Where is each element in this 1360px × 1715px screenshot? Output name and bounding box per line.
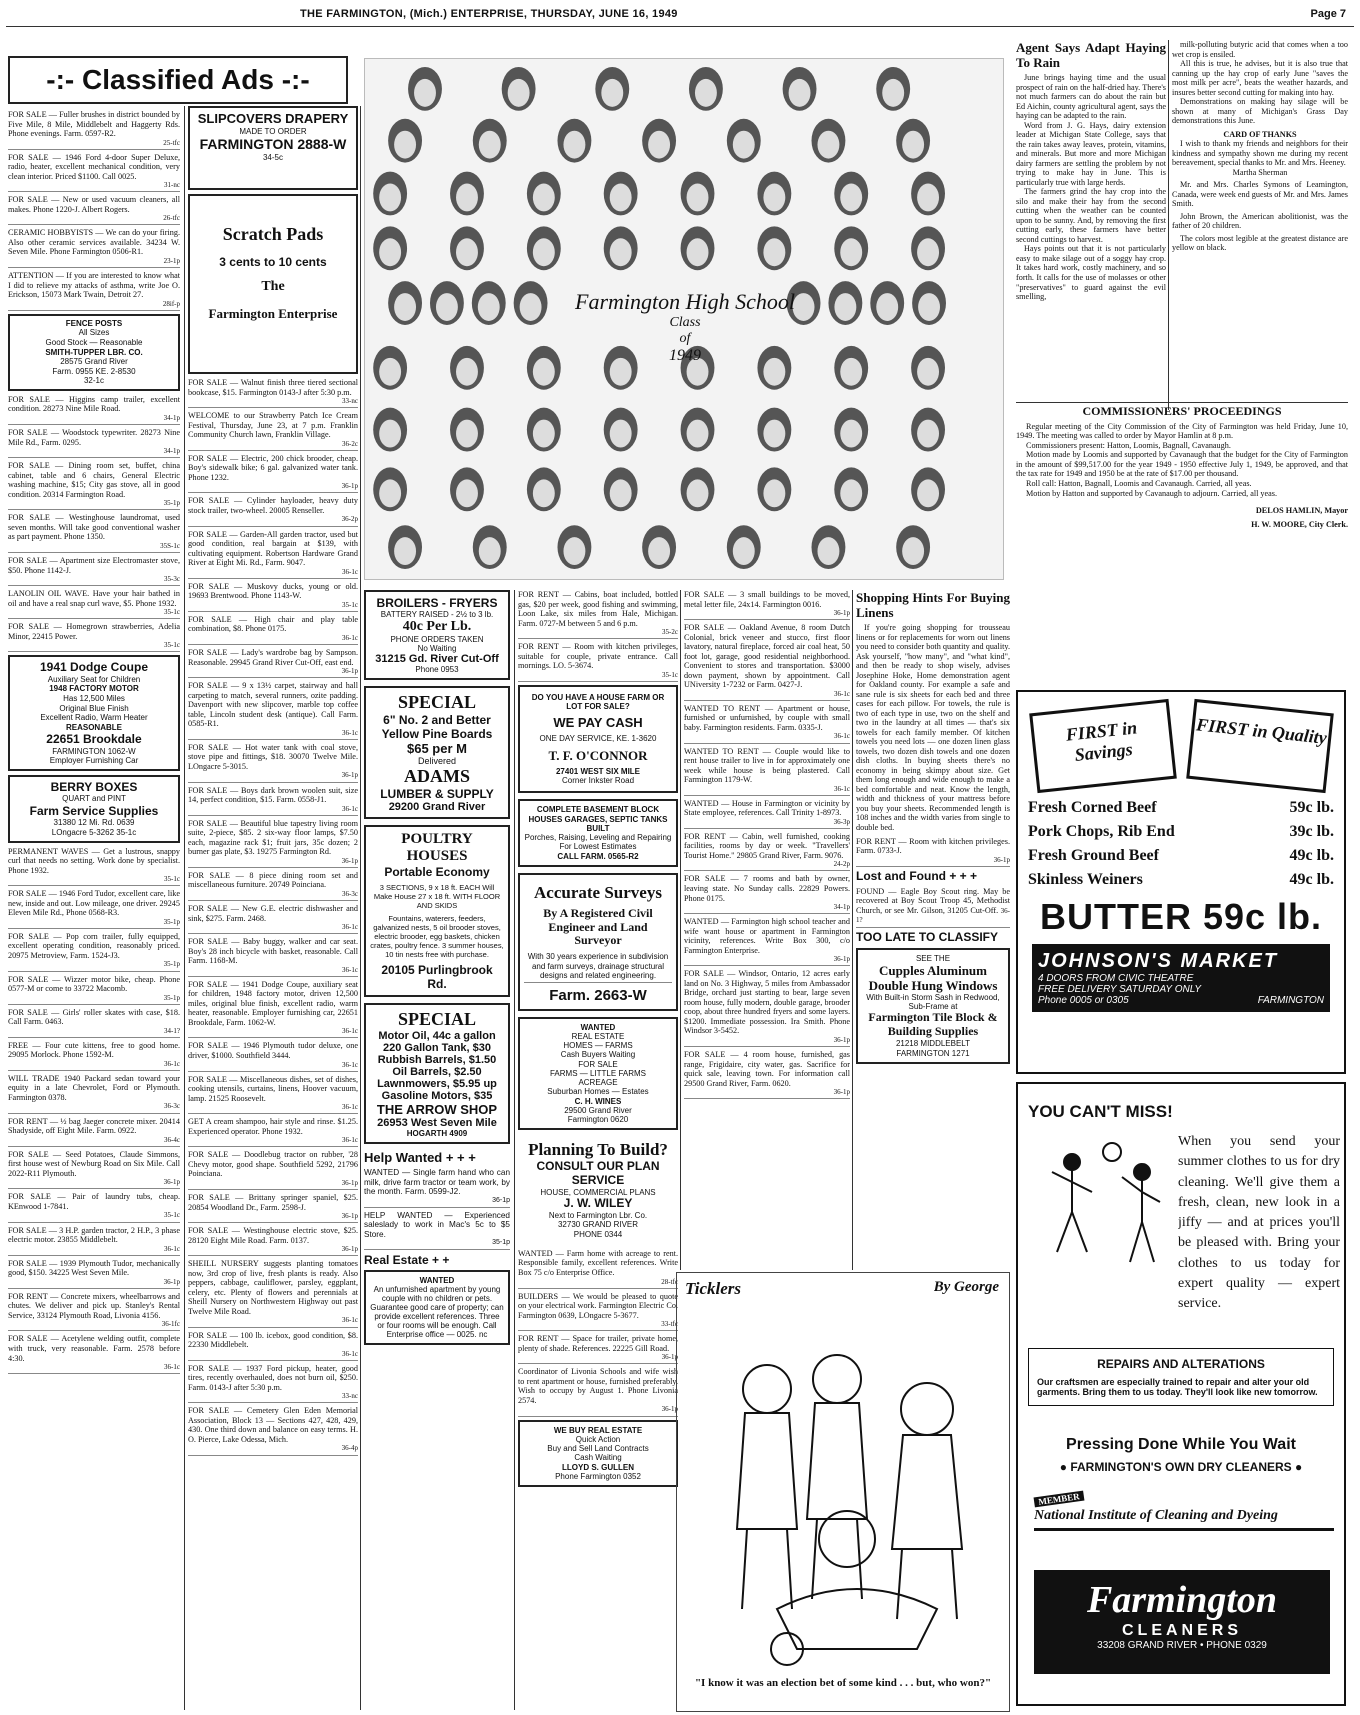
photo-sub-of: of bbox=[679, 331, 691, 346]
classified-item: FOR SALE — Apartment size Electromaster stove, $50. Phone 1142-J. 35-3c bbox=[8, 556, 180, 586]
column-rule bbox=[514, 590, 515, 1710]
classified-item: FOR SALE — Fuller brushes in district bounded by Five Mile, 8 Mile, Middlebelt and Haggerty Rds. Phone evenings. Farm. 0597-R2. 25-tfc bbox=[8, 110, 180, 150]
portrait-face bbox=[882, 79, 904, 107]
lost-found-heading: Lost and Found + + + bbox=[856, 868, 978, 883]
too-late-heading: TOO LATE TO CLASSIFY bbox=[856, 929, 999, 944]
portrait-face bbox=[687, 420, 709, 448]
scratch-pads-ad: Scratch Pads 3 cents to 10 cents The Farmington Enterprise bbox=[188, 194, 358, 374]
classified-item: FOR SALE — Baby buggy, walker and car seat. Boy's 28 inch bicycle with basket, reasonable. Call Farm. 1168-M. 36-1c bbox=[188, 937, 358, 977]
johnsons-market-ad bbox=[1016, 690, 1346, 1074]
berry-boxes-ad: BERRY BOXES QUART and PINT Farm Service Supplies 31380 12 Mi. Rd. 0639 LOngacre 5-3262 35-1c bbox=[8, 775, 180, 843]
classified-item: GET A cream shampoo, hair style and rinse. $1.25. Experienced operator. Phone 1932. 36-1c bbox=[188, 1117, 358, 1147]
classified-item: FOR SALE — Seed Potatoes, Claude Simmons, first house west of Newburg Road on Six Mile. Call 2022-R11 Plymouth. 36-1p bbox=[8, 1150, 180, 1190]
classified-item: FOR SALE — Wizzer motor bike, cheap. Phone 0577-M or come to 33722 Macomb. 35-1p bbox=[8, 975, 180, 1005]
portrait-face bbox=[840, 420, 862, 448]
portrait-face bbox=[456, 479, 478, 507]
photo-title: Farmington High School bbox=[575, 289, 795, 314]
price-row: Fresh Corned Beef 59c lb. bbox=[1028, 799, 1334, 816]
shopping-column bbox=[856, 590, 1010, 1270]
portrait-face bbox=[508, 79, 530, 107]
classified-item: FOR SALE — Cemetery Glen Eden Memorial Association, Block 13 — Sections 427, 428, 429, 430. One third down and balance on easy terms. H. O. Pierce, Lake Odessa, Mich. 36-4p bbox=[188, 1406, 358, 1455]
classified-item: BUILDERS — We would be pleased to quote on your electrical work. Farmington Electric Co. Farmington 0639, LOngacre 5-3677. 33-tfc bbox=[518, 1292, 678, 1332]
classified-item: FOR SALE — 9 x 13½ carpet, stairway and hall carpeting to match, several runners, ozite padding. Davenport with new slipcover, marble top coffee table, Lincoln student desk (antique). Call Farm. 0585-R1. 36-1c bbox=[188, 681, 358, 740]
portrait-face bbox=[456, 420, 478, 448]
portrait-face bbox=[379, 238, 401, 266]
column-rule bbox=[360, 106, 361, 1710]
hay-paragraph: Hays points out that it is not particularly easy to make silage out of a soggy hay crop. It takes hard work, costly machinery, and so forth. It calls for the use of molasses or other "preservatives" to guard against the evil smelling, bbox=[1016, 244, 1166, 302]
portrait-face bbox=[563, 537, 585, 565]
shopping-article: If you're going shopping for trousseau linens or for replacements for worn out linens you need to consider both quantity and quality. Ask yourself, "how many", and "what kind", and then be ready to shop wisely, advises Josephine Hoke, Home demonstration agent for Oakland county. For example a safe and sane rule is six sheets for each bed and three cases for each pillow. For towels, the rule is two of each type in use, two on the shelf and two in the laundry at all times — that's six towels for each family member. Of kitchen towels you need lots — one dozen linen glass towels, two dozen dish towels and one dozen dish cloths. In buying sheets there's no economy in being skimpy about size. Get them long enough and wide enough to make a bed comfortable and neat. Know the length, width and thickness of your mattress before you buy your sheets. Recommended length is 108 inches and the width varies from single to double bed. bbox=[856, 623, 1010, 832]
classified-item: FOR SALE — 3 small buildings to be moved, metal letter file, 24x14. Farmington 0016. 36-1p bbox=[684, 590, 850, 620]
proceedings-paragraph: Roll call: Hatton, Bagnall, Loomis and Cavanaugh. Carried, all yeas. bbox=[1026, 479, 1252, 488]
page-header bbox=[0, 0, 1360, 26]
cartoon-caption: "I know it was an election bet of some kind . . . but, who won?" bbox=[694, 1677, 992, 1689]
proceedings-paragraph: Regular meeting of the City Commission of the City of Farmington was held Friday, June 10, 1949. The meeting was called to order by Mayor Hamlin at 8 p.m. bbox=[1016, 421, 1348, 441]
slipcovers-ad: SLIPCOVERS DRAPERY MADE TO ORDER FARMINGTON 2888-W 34-5c bbox=[188, 106, 358, 190]
market-name: JOHNSON'S MARKET bbox=[1038, 950, 1279, 972]
hay-paragraph: June brings haying time and the usual prospect of rain on the half-dried hay. There's not much farmers can do about the rain but Ed Aichin, county agricultural agent, says the haying can be adapted to the rain. bbox=[1016, 73, 1166, 121]
market-city: FARMINGTON bbox=[1257, 995, 1324, 1006]
classified-item: FOR SALE — Woodstock typewriter. 28273 Nine Mile Rd., Farm. 0295. 34-1p bbox=[8, 428, 180, 458]
portrait-face bbox=[733, 537, 755, 565]
lost-found-item: FOUND — Eagle Boy Scout ring. May be recovered at Boy Scout Troop 45, Methodist Church, or see Mr. Gilson, 31205 Cut-Off. 36-1? bbox=[856, 887, 1010, 928]
portrait-face bbox=[479, 131, 501, 159]
classified-item: WANTED — Farmington high school teacher and wife want house or apartment in Farmington vicinity, references. Write Box 300, c/o Farmington Enterprise. 36-1p bbox=[684, 917, 850, 966]
arrow-shop-ad: SPECIAL Motor Oil, 44c a gallon 220 Gallon Tank, $30 Rubbish Barrels, $1.50 Oil Barrels, $2.50 Lawnmowers, $5.95 up Gasoline Motors, $35 THE ARROW SHOP 26953 West Seven Mile HOGARTH 4909 bbox=[364, 1003, 510, 1144]
repairs-text: Our craftsmen are especially trained to repair and alter your old garments. Bring them to us today. They'll look like new tomorrow. bbox=[1037, 1377, 1318, 1397]
portrait-face bbox=[902, 537, 924, 565]
proceedings-paragraph: Motion made by Loomis and supported by Cavanaugh that the budget for the City of Farmington in the amount of $99,517.00 for the year 1949 - 1950 effective July 1, 1949, be approved, and that the tax rate for 1949 and 1950 be at the rate of $17.00 per thousand. bbox=[1016, 450, 1348, 479]
news-note: The colors most legible at the greatest distance are yellow on black. bbox=[1172, 233, 1348, 253]
classified-item: FOR SALE — High chair and play table combination, $8. Phone 0175. 36-1c bbox=[188, 615, 358, 645]
portrait-face bbox=[763, 420, 785, 448]
proceedings-paragraph: Commissioners present: Hatton, Loomis, Bagnall, Cavanaugh. bbox=[1026, 440, 1231, 450]
basement-builders-ad: COMPLETE BASEMENT BLOCK HOUSES GARAGES, SEPTIC TANKS BUILT Porches, Raising, Leveling and Repairing For Lowest Estimates CALL FARM. 0565-R2 bbox=[518, 799, 678, 867]
price-row: Pork Chops, Rib End 39c lb. bbox=[1028, 823, 1334, 840]
classified-item: WANTED TO RENT — Couple would like to rent house trailer to live in for approximately one week while house is being plastered. Call Farmington 1179-W. 36-1c bbox=[684, 747, 850, 796]
we-pay-cash-ad: DO YOU HAVE A HOUSE FARM OR LOT FOR SALE? WE PAY CASH ONE DAY SERVICE, KE. 1-3620 T. F. O'CONNOR 27401 WEST SIX MILE Corner Inkster Road bbox=[518, 685, 678, 793]
market-location: 4 DOORS FROM CIVIC THEATRE bbox=[1038, 973, 1194, 984]
portrait-face bbox=[456, 184, 478, 212]
portrait-face bbox=[478, 293, 500, 321]
portrait-face bbox=[533, 184, 555, 212]
page-number: Page 7 bbox=[1310, 8, 1346, 20]
dodge-coupe-ad: 1941 Dodge Coupe Auxiliary Seat for Children 1948 FACTORY MOTOR Has 12,500 Miles Original Blue Finish Excellent Radio, Warm Heater REASONABLE 22651 Brookdale FARMINGTON 1062-W Employer Furnishing Car bbox=[8, 655, 180, 771]
cartoon-title: Ticklers bbox=[685, 1279, 742, 1298]
classified-item: WANTED TO RENT — Apartment or house, furnished or unfurnished, by couple with small baby. Farmington residents. Farm. 0335-J. 36-1c bbox=[684, 704, 850, 744]
poultry-houses-ad: POULTRY HOUSES Portable Economy 3 SECTIONS, 9 x 18 ft. EACH Will Make House 27 x 18 ft. WITH FLOOR AND SKIDS Fountains, waterers, feeders, galvanized nests, 5 oil brooder stoves, electric brooder, egg baskets, chicken crates, poultry fence. 3 summer houses, 10 tin nests free with purchase. 20105 Purlingbrook Rd. bbox=[364, 825, 510, 997]
portrait-face bbox=[610, 238, 632, 266]
classified-item: FOR RENT — Concrete mixers, wheelbarrows and chutes. We deliver and pick up. Stanley's Rental Service, 33124 Plymouth Road, Livonia 4156. 36-1fc bbox=[8, 1292, 180, 1332]
portrait-face bbox=[763, 184, 785, 212]
own-dry-cleaners: ● FARMINGTON'S OWN DRY CLEANERS ● bbox=[1059, 1460, 1303, 1474]
column-rule bbox=[1168, 40, 1169, 410]
pressing-headline: Pressing Done While You Wait bbox=[1066, 1436, 1296, 1453]
classified-item: FOR SALE — Doodlebug tractor on rubber, '28 Chevy motor, good shape. Southfield 5292, 21796 Poinciana. 36-1p bbox=[188, 1150, 358, 1190]
first-in-quality-badge: FIRST in Quality bbox=[1186, 699, 1334, 793]
classified-item: WELCOME to our Strawberry Patch Ice Cream Festival, Thursday, June 23, at 7 p.m. Franklin Community Church lawn, Franklin Village. 36-2c bbox=[188, 411, 358, 451]
classified-item: FOR RENT — Room with kitchen privileges, suitable for couple, private entrance. Call mornings. LO. 5-3674. 35-1c bbox=[518, 642, 678, 682]
mayor-signature: DELOS HAMLIN, Mayor bbox=[1255, 506, 1348, 516]
market-delivery: FREE DELIVERY SATURDAY ONLY bbox=[1038, 984, 1202, 995]
classified-item: FOR SALE — Boys dark brown woolen suit, size 14, perfect condition, $15. Farm. 0558-J1. 36-1c bbox=[188, 786, 358, 816]
classified-item: Coordinator of Livonia Schools and wife wish to rent apartment or house, furnished preferably. Wish to occupy by August 1. Phone Livonia 2574. 36-1p bbox=[518, 1367, 678, 1416]
hay-headline: Agent Says Adapt Haying To Rain bbox=[1016, 40, 1166, 71]
classified-item: FOR SALE — 1937 Ford pickup, heater, good tires, recently overhauled, does not burn oil, $250. Farm. 0143-J after 5:30 p.m. 33-nc bbox=[188, 1364, 358, 1404]
classified-item: FOR SALE — 100 lb. icebox, good condition, $8. 22330 Middlebelt. 36-1c bbox=[188, 1331, 358, 1361]
portrait-face bbox=[379, 420, 401, 448]
news-note: Mr. and Mrs. Charles Symons of Leamington, Canada, were week end guests of Mr. and Mrs. James Smith. bbox=[1172, 180, 1348, 209]
classified-column-5 bbox=[684, 590, 850, 1270]
beach-figures-illustration bbox=[1042, 1132, 1172, 1282]
classified-item: HELP WANTED — Experienced saleslady to work in Mac's 5c to $5 Store. 35-1p bbox=[364, 1211, 510, 1251]
fence-posts-ad: FENCE POSTS All Sizes Good Stock — Reasonable SMITH-TUPPER LBR. CO. 28575 Grand River Farm. 0955 KE. 2-8530 32-1c bbox=[8, 314, 180, 391]
institute-name: National Institute of Cleaning and Dyeing bbox=[1034, 1508, 1334, 1531]
portrait-face bbox=[533, 238, 555, 266]
column-rule bbox=[852, 590, 853, 1270]
portrait-face bbox=[817, 131, 839, 159]
classified-item: FOR SALE — Windsor, Ontario, 12 acres early land on No. 3 Highway, 5 miles from Ambassador Bridge, orchard just starting to bear, large seven room house, fully modern, double garage, brooder coop, about three hundred fryers and some layers. $1200. Immediate possession. Ira Smith. Phone Windsor 3-5452. 36-1p bbox=[684, 969, 850, 1047]
portrait-face bbox=[763, 479, 785, 507]
portrait-face bbox=[834, 293, 856, 321]
classified-item: FOR RENT — ½ bag Jaeger concrete mixer. 20414 Shadyside, off Eight Mile. Farm. 0922. 36-4c bbox=[8, 1117, 180, 1147]
classified-column-2 bbox=[188, 106, 358, 1710]
classified-item: ATTENTION — If you are interested to know what I did to relieve my attacks of asthma, write Joe O. Erickson, 15073 Mark Twain, Detroit 27. 28if-p bbox=[8, 271, 180, 311]
classified-item: FOR SALE — Westinghouse laundromat, used seven months. Will take good conventional washer as part payment. Phone 1350. 35S-1c bbox=[8, 513, 180, 553]
farmington-cleaners-ad bbox=[1016, 1082, 1346, 1706]
classified-item: CERAMIC HOBBYISTS — We can do your firing. Also other ceramic services available. 34234 W. Seven Mile. Phone Farmington 0506-R1. 23-1p bbox=[8, 228, 180, 268]
portrait-face bbox=[533, 479, 555, 507]
portrait-face bbox=[840, 238, 862, 266]
cleaners-text: When you send your summer clothes to us for dry cleaning. We'll give them a fresh, clean, new look in a jiffy — and at prices you'll be pleased with. Bring your clothes to us today for expert quality — expert service. bbox=[1178, 1134, 1340, 1312]
portrait-face bbox=[648, 537, 670, 565]
classified-item: FOR SALE — Dining room set, buffet, china cabinet, table and 6 chairs, General Electric washing machine, $15; City gas stove, all in good condition. 20314 Farmington Road. 35-1p bbox=[8, 461, 180, 510]
photo-sub-class: Class bbox=[669, 315, 701, 330]
classified-item: WILL TRADE 1940 Packard sedan toward your equity in a late Chevrolet, Ford or Plymouth. Farmington 0378. 36-3c bbox=[8, 1074, 180, 1114]
classified-item: FOR RENT — Cabins, boat included, bottled gas, $20 per week, good fishing and swimming, Loon Lake, six miles from Hale, Michigan. Farm. 0727-M between 5 and 6 p.m. 35-2c bbox=[518, 590, 678, 639]
classified-item: FOR SALE — Higgins camp trailer, excellent condition. 28273 Nine Mile Road. 34-1p bbox=[8, 395, 180, 425]
portrait-face bbox=[379, 479, 401, 507]
classified-item: FOR SALE — Brittany springer spaniel, $25. 20854 Woodland Dr., Farm. 2598-J. 36-1p bbox=[188, 1193, 358, 1223]
real-estate-heading: Real Estate + + bbox=[364, 1253, 450, 1268]
classified-item: FOR RENT — Room with kitchen privileges. Farm. 0733-J. 36-1p bbox=[856, 837, 1010, 867]
classified-item: FOR SALE — Acetylene welding outfit, complete with truck, very reasonable. Farm. 2578 before 4:30. 36-1c bbox=[8, 1334, 180, 1374]
classified-item: WANTED — Farm home with acreage to rent. Responsible family, excellent references. Write Box 75 c/o Enterprise Office. 28-tfc bbox=[518, 1249, 678, 1289]
repairs-box bbox=[1028, 1348, 1334, 1406]
hay-paragraph: The farmers grind the hay crop into the silo and make their hay from the second cutting when the weather can be counted upon to be sunny. And, by removing the first cutting early, these farmers have better second cuttings to harvest. bbox=[1016, 187, 1166, 244]
classified-item: FOR SALE — 7 rooms and bath by owner, leaving state. No Sunday calls. 22829 Powers. Phone 0175. 34-1p bbox=[684, 874, 850, 914]
portrait-face bbox=[601, 79, 623, 107]
commissioners-proceedings bbox=[1016, 402, 1348, 622]
portrait-face bbox=[394, 537, 416, 565]
header-rule bbox=[6, 26, 1354, 27]
column-rule bbox=[184, 106, 185, 1710]
clerk-signature: H. W. MOORE, City Clerk. bbox=[1251, 519, 1348, 529]
classified-item: FOR SALE — 1941 Dodge Coupe, auxiliary seat for children, 1948 factory motor, driven 12,500 miles, original blue finish, excellent radio, warm heater, reasonable. Employer furnishing car, 22651 Brookdale, Farm. 1062-W. 36-1c bbox=[188, 980, 358, 1039]
hay-article-continued bbox=[1172, 40, 1348, 410]
classified-item: PERMANENT WAVES — Get a lustrous, snappy curl that needs no setting. Work done by specialist. Phone 1932. 35-1c bbox=[8, 847, 180, 887]
classified-item: FOR SALE — Miscellaneous dishes, set of dishes, cooking utensils, curtains, linens, Hoover vacuum, lamp. 21525 Roosevelt. 36-1c bbox=[188, 1075, 358, 1115]
portrait-face bbox=[687, 479, 709, 507]
classified-item: WANTED — House in Farmington or vicinity by State employee, references. Call Trinity 1-8973. 36-3p bbox=[684, 799, 850, 829]
portrait-face bbox=[840, 479, 862, 507]
real-estate-wines-ad: WANTED REAL ESTATE HOMES — FARMS Cash Buyers Waiting FOR SALE FARMS — LITTLE FARMS ACREAGE Suburban Homes — Estates C. H. WINES 29500 Grand River Farmington 0620 bbox=[518, 1017, 678, 1131]
portrait-face bbox=[687, 184, 709, 212]
classified-column-1 bbox=[8, 110, 180, 1710]
classified-item: FOR RENT — Cabin, well furnished, cooking facilities, rooms by day or week. "Travellers' Tourist Home." 29805 Grand River, Farm. 9076. 24-2p bbox=[684, 832, 850, 872]
classified-column-4 bbox=[518, 590, 678, 1710]
price-row: Fresh Ground Beef 49c lb. bbox=[1028, 847, 1334, 864]
portrait-face bbox=[394, 131, 416, 159]
portrait-face bbox=[902, 131, 924, 159]
portrait-face bbox=[840, 184, 862, 212]
portrait-face bbox=[840, 358, 862, 386]
portrait-face bbox=[456, 238, 478, 266]
classified-item: FOR SALE — 1946 Ford 4-door Super Deluxe, radio, heater, excellent mechanical condition, very clean interior. Priced $1100. Call 0025. 31-nc bbox=[8, 153, 180, 193]
photo-year: 1949 bbox=[669, 347, 701, 364]
card-of-thanks-heading: CARD OF THANKS bbox=[1223, 129, 1297, 139]
classified-item: FOR SALE — 1946 Ford Tudor, excellent care, like new, inside and out. Low mileage, one driver. 29245 Eleven Mile Rd., Phone 0568-R3. 35-1p bbox=[8, 889, 180, 929]
portrait-face bbox=[610, 184, 632, 212]
classified-item: LANOLIN OIL WAVE. Have your hair bathed in oil and have a real snap curl wave, $5. Phone 1932. 35-1c bbox=[8, 589, 180, 619]
market-phone: Phone 0005 or 0305 bbox=[1038, 995, 1129, 1006]
portrait-face bbox=[648, 131, 670, 159]
classified-item: FOR SALE — New G.E. electric dishwasher and sink, $275. Farm. 2468. 36-1c bbox=[188, 904, 358, 934]
proceedings-paragraph: Motion by Hatton and supported by Cavanaugh to adjourn. Carried, all yeas. bbox=[1026, 488, 1278, 498]
classified-item: FOR SALE — New or used vacuum cleaners, all makes. Phone 1220-J. Albert Rogers. 26-tfc bbox=[8, 195, 180, 225]
member-badge: MEMBER bbox=[1034, 1491, 1085, 1508]
card-of-thanks-text: I wish to thank my friends and neighbors for their kindness and sympathy shown me during my recent bereavement, special thanks to Mr. and Mrs. Heeney. bbox=[1172, 139, 1348, 168]
column-rule bbox=[680, 590, 681, 1270]
price-row: Skinless Weiners 49c lb. bbox=[1028, 871, 1334, 888]
shopping-headline: Shopping Hints For Buying Linens bbox=[856, 590, 1010, 621]
broilers-ad: BROILERS - FRYERS BATTERY RAISED - 2½ to 3 lb. 40c Per Lb. PHONE ORDERS TAKEN No Waiting 31215 Gd. River Cut-Off Phone 0953 bbox=[364, 590, 510, 680]
classified-item: SHEILL NURSERY suggests planting tomatoes now, 3rd crop of live, fresh plants is ready. Also peppers, cabbage, cauliflower, parsley, eggplant, celery, etc. Plenty of flowers and perennials at Sheill Nursery on Northwestern Highway out past Twelve Mile Road. 36-1c bbox=[188, 1259, 358, 1327]
portrait-face bbox=[533, 420, 555, 448]
help-wanted-heading: Help Wanted + + + bbox=[364, 1150, 476, 1165]
portrait-face bbox=[563, 131, 585, 159]
proceedings-heading: COMMISSIONERS' PROCEEDINGS bbox=[1016, 402, 1348, 419]
classified-item: FOR RENT — Space for trailer, private home, plenty of shade. References. 22225 Gill Road. 36-1p bbox=[518, 1334, 678, 1364]
class-photo bbox=[364, 58, 1004, 580]
first-in-savings-badge: FIRST in Savings bbox=[1029, 699, 1177, 793]
portrait-face bbox=[917, 420, 939, 448]
portrait-face bbox=[733, 131, 755, 159]
classified-item: FOR SALE — 3 H.P. garden tractor, 2 H.P., 3 phase electric motor. 23855 Middlebelt. 36-1c bbox=[8, 1226, 180, 1256]
news-note: John Brown, the American abolitionist, was the father of 20 children. bbox=[1172, 211, 1348, 231]
ads-column-3 bbox=[364, 590, 510, 1710]
classified-item: FOR SALE — Lady's wardrobe bag by Sampson. Reasonable. 29945 Grand River Cut-Off, east end. 36-1p bbox=[188, 648, 358, 678]
gullen-real-estate-ad: WE BUY REAL ESTATE Quick Action Buy and Sell Land Contracts Cash Waiting LLOYD S. GULLEN Phone Farmington 0352 bbox=[518, 1420, 678, 1488]
classified-title: -:- Classified Ads -:- bbox=[8, 56, 348, 104]
classified-item: FOR SALE — Muskovy ducks, young or old. 19693 Brentwood. Phone 1143-W. 35-1c bbox=[188, 582, 358, 612]
classified-item: FOR SALE — Westinghouse electric stove, $25. 28120 Eight Mile Road. Farm. 0137. 36-1p bbox=[188, 1226, 358, 1256]
portrait-face bbox=[917, 479, 939, 507]
classified-item: FOR SALE — Cylinder hayloader, heavy duty stock trailer, two-wheel. 20005 Renseller. 36-2p bbox=[188, 496, 358, 526]
repairs-heading: REPAIRS AND ALTERATIONS bbox=[1097, 1357, 1265, 1371]
classified-item: FOR SALE — Pop corn trailer, fully equipped, excellent operating condition, reasonably priced. 20975 Metroview, Farm. 1524-J3. 35-1p bbox=[8, 932, 180, 972]
portrait-face bbox=[414, 79, 436, 107]
portrait-face bbox=[456, 358, 478, 386]
classified-item: FOR SALE — Walnut finish three tiered sectional bookcase, $15. Farmington 0143-J after 5:30 p.m. 33-nc bbox=[188, 378, 358, 408]
portrait-face bbox=[789, 79, 811, 107]
ticklers-cartoon bbox=[676, 1272, 1010, 1712]
classified-item: FOR SALE — 8 piece dining room set and miscellaneous furniture. 20749 Poinciana. 36-3c bbox=[188, 871, 358, 901]
portrait-face bbox=[687, 238, 709, 266]
hay-article bbox=[1016, 40, 1166, 410]
portrait-face bbox=[394, 293, 416, 321]
portrait-face bbox=[436, 293, 458, 321]
cartoon-author: By George bbox=[933, 1279, 999, 1295]
classified-item: FOR SALE — Homegrown strawberries, Adelia Minor, 22415 Power. 35-1c bbox=[8, 622, 180, 652]
plan-service-ad: Planning To Build? CONSULT OUR PLAN SERVICE HOUSE, COMMERCIAL PLANS J. W. WILEY Next to Farmington Lbr. Co. 32730 GRAND RIVER PHONE 0344 bbox=[528, 1140, 668, 1239]
portrait-face bbox=[817, 537, 839, 565]
butter-price: BUTTER 59c lb. bbox=[1039, 896, 1323, 937]
portrait-face bbox=[379, 184, 401, 212]
masthead: THE FARMINGTON, (Mich.) ENTERPRISE, THURSDAY, JUNE 16, 1949 bbox=[300, 8, 678, 20]
portrait-face bbox=[379, 358, 401, 386]
classified-item: FOR SALE — Pair of laundry tubs, cheap. KEnwood 1-7841. 35-1c bbox=[8, 1192, 180, 1222]
cleaners-headline: YOU CAN'T MISS! bbox=[1028, 1102, 1173, 1121]
portrait-face bbox=[918, 293, 940, 321]
portrait-face bbox=[610, 479, 632, 507]
cartoon-illustration bbox=[687, 1309, 999, 1669]
classified-item: FOR SALE — Electric, 200 chick brooder, cheap. Boy's sidewalk bike; 6 gal. galvanized water tank. Phone 1232. 36-1p bbox=[188, 454, 358, 494]
portrait-face bbox=[917, 238, 939, 266]
portrait-face bbox=[763, 238, 785, 266]
classified-item: FREE — Four cute kittens, free to good home. 29095 Morlock. Phone 1592-M. 36-1c bbox=[8, 1041, 180, 1071]
classified-item: FOR SALE — Hot water tank with coal stove, stove pipe and fittings, $18. 30070 Twelve Mile. LOngacre 5-3015. 36-1p bbox=[188, 743, 358, 783]
lumber-special-ad: SPECIAL 6" No. 2 and Better Yellow Pine Boards $65 per M Delivered ADAMS LUMBER & SUPPLY 29200 Grand River bbox=[364, 686, 510, 819]
classified-item: FOR SALE — Oakland Avenue, 8 room Dutch Colonial, brick veneer and stucco, first floor lavatory, natural fireplace, forced air coal heat, 50 foot lot, garage, good residential neighborhood. Convenient to stores and transportation. $3000 down payment, shown by appointment. Call UNiversity 1-7232 or Farm. 0427-J. 36-1c bbox=[684, 623, 850, 701]
hay-paragraph: Word from J. G. Hays, dairy extension leader at Michigan State College, says that the rain takes away leaves, protein, vitamins, and minerals. But more and more Michigan dairy farmers are settling the problem by not trying to make hay in June. This is particularly true with large herds. bbox=[1016, 120, 1166, 187]
hay-paragraph: All this is true, he advises, but it is also true that canning up the hay crop of early June "saves the most milk per acre", beats the weather hazards, and insures better second cutting for making into hay. bbox=[1172, 59, 1348, 97]
classified-item: FOR SALE — 1939 Plymouth Tudor, mechanically good, $150. 34225 West Seven Mile. 36-1p bbox=[8, 1259, 180, 1289]
portrait-face bbox=[917, 358, 939, 386]
card-of-thanks-signature: Martha Sherman bbox=[1232, 167, 1288, 177]
hay-paragraph: milk-polluting butyric acid that comes when a too wet crop is ensiled. bbox=[1172, 40, 1348, 59]
classified-item: FOR SALE — Girls' roller skates with case, $18. Call Farm. 0463. 34-1? bbox=[8, 1008, 180, 1038]
wanted-apartment-ad: WANTED An unfurnished apartment by young couple with no children or pets. Guarantee good care of property; can provide excellent references. Three or four rooms will be enough. Call Enterprise office — 0025. nc bbox=[364, 1270, 510, 1345]
classified-item: FOR SALE — Beautiful blue tapestry living room suite, 2-piece, $85. 2 six-way floor lamps, $7.50 each, magazine rack $1; fruit jars, 35c dozen; 2 burner gas plate, $3. 19275 Farmington Rd. 36-1p bbox=[188, 819, 358, 868]
portrait-face bbox=[917, 184, 939, 212]
hay-paragraph: Demonstrations on making hay silage will be shown at many of Michigan's Grass Day demonstrations this June. bbox=[1172, 97, 1348, 126]
portrait-face bbox=[695, 79, 717, 107]
cleaners-logo: Farmington CLEANERS 33208 GRAND RIVER • PHONE 0329 bbox=[1034, 1570, 1330, 1674]
classified-item: FOR SALE — Garden-All garden tractor, used but good condition, real bargain at $139, with cultivating equipment. Robertson Hardware Grand River at Eight Mi. Rd., Farm. 9047. 36-1c bbox=[188, 530, 358, 579]
portrait-face bbox=[479, 537, 501, 565]
surveys-ad: Accurate Surveys By A Registered Civil Engineer and Land Surveyor With 30 years experience in subdivision and farm surveys, drainage structural designs and related engineering. Farm. 2663-W bbox=[518, 873, 678, 1011]
classified-item: FOR SALE — 1946 Plymouth tudor deluxe, one driver, $1000. Southfield 3444. 36-1c bbox=[188, 1041, 358, 1071]
classified-item: WANTED — Single farm hand who can milk, drive farm tractor or team work, by the month. Farm. 0599-J2. 36-1p bbox=[364, 1168, 510, 1208]
portrait-face bbox=[610, 420, 632, 448]
classified-item: FOR SALE — 4 room house, furnished, gas range, Frigidaire, city water, gas. Sacrifice for quick sale, leaving town. For information call 29500 Grand River, Farm. 0620. 36-1p bbox=[684, 1050, 850, 1099]
cupples-windows-ad: SEE THE Cupples Aluminum Double Hung Windows With Built-in Storm Sash in Redwood, Sub-Frame at Farmington Tile Block & Building Supplies 21218 MIDDLEBELT FARMINGTON 1271 bbox=[856, 948, 1010, 1064]
portrait-face bbox=[876, 293, 898, 321]
